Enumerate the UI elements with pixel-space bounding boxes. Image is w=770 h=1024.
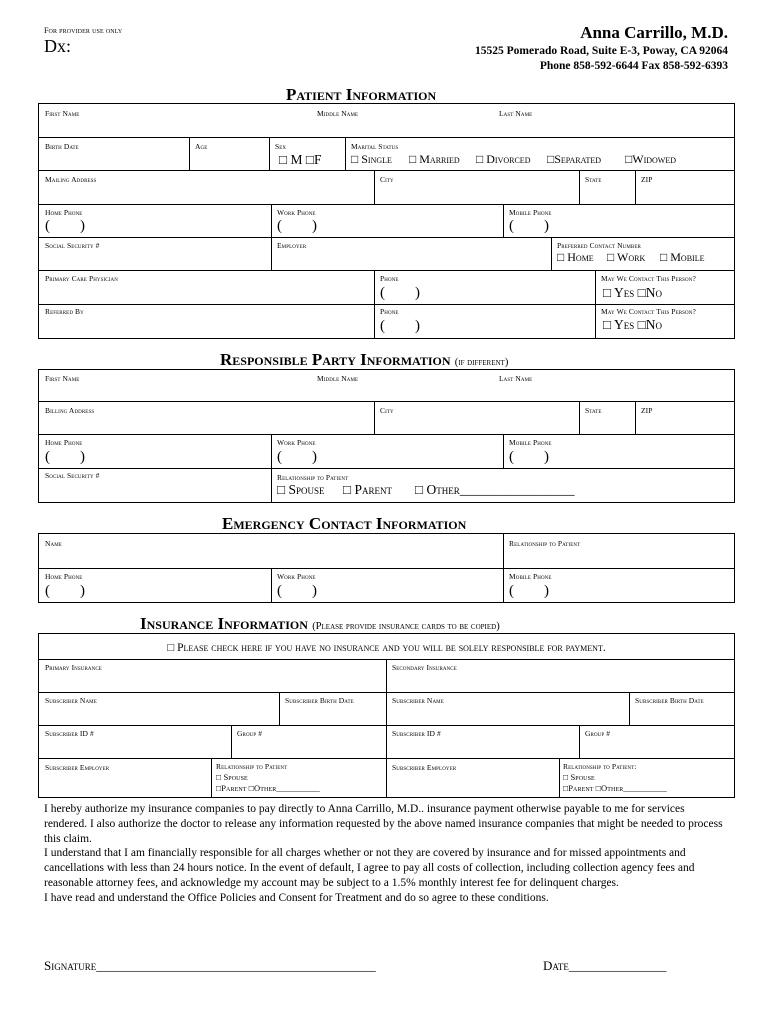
marital-separated-checkbox[interactable]: □Separated [547,152,602,166]
secondary-parent-other-checkbox[interactable]: □Parent □Other__________ [563,783,667,793]
patient-work-phone-field[interactable]: ( ) [277,218,317,234]
physician-yes-no-checkbox[interactable]: □ Yes □No [603,285,663,300]
patient-section-title: Patient Information [286,85,437,104]
patient-home-phone-label: Home Phone [45,208,83,217]
secondary-insurance-label: Secondary Insurance [392,663,457,672]
patient-mobile-phone-field[interactable]: ( ) [509,218,549,234]
authorization-paragraph-consent: I have read and understand the Office Policies and Consent for Treatment and do so agree to these conditions. [44,891,549,904]
marital-divorced-checkbox[interactable]: □ Divorced [476,152,531,166]
ec-mobile-phone-label: Mobile Phone [509,572,552,581]
patient-marital-status-label: Marital Status [351,142,399,151]
rp-first-name-label: First Name [45,374,80,383]
preferred-mobile-checkbox[interactable]: □ Mobile [660,250,705,264]
referred-by-label: Referred By [45,307,84,316]
rp-middle-name-label: Middle Name [317,374,359,383]
physician-phone-label: Phone [380,274,399,283]
rp-state-label: State [585,406,602,415]
patient-info-table [38,103,735,339]
primary-insurance-label: Primary Insurance [45,663,102,672]
insurance-section-title [140,614,500,634]
rp-parent-checkbox[interactable]: □ Parent [343,482,393,497]
secondary-relationship-label: Relationship to Patient: [563,762,637,771]
patient-zip-label: ZIP [641,175,653,184]
secondary-subscriber-birth-label: Subscriber Birth Date [635,696,704,705]
secondary-subscriber-employer-label: Subscriber Employer [392,763,457,772]
doctor-name: Anna Carrillo, M.D. [580,23,728,42]
patient-birth-date-label: Birth Date [45,142,79,151]
physician-phone-field[interactable]: ( ) [380,285,420,301]
insurance-title-note: (Please provide insurance cards to be copied) [312,621,500,632]
primary-subscriber-employer-label: Subscriber Employer [45,763,110,772]
primary-relationship-label: Relationship to Patient [216,762,288,771]
preferred-work-checkbox[interactable]: □ Work [607,250,646,264]
rp-work-phone-field[interactable]: ( ) [277,449,317,465]
rp-home-phone-field[interactable]: ( ) [45,449,85,465]
insurance-title-text: Insurance Information [140,614,308,633]
dx-label: Dx: [44,36,71,56]
ec-mobile-phone-field[interactable]: ( ) [509,583,549,599]
responsible-info-table [38,369,735,503]
signature-line[interactable]: Signature___________________________________________ [44,958,376,973]
doctor-phones: Phone 858-592-6644 Fax 858-592-6393 [539,60,728,72]
patient-home-phone-field[interactable]: ( ) [45,218,85,234]
primary-subscriber-birth-label: Subscriber Birth Date [285,696,354,705]
insurance-info-table [38,633,735,798]
rp-zip-label: ZIP [641,406,653,415]
responsible-title-text: Responsible Party Information [220,350,451,369]
primary-parent-other-checkbox[interactable]: □Parent □Other__________ [216,783,320,793]
rp-ssn-label: Social Security # [45,471,100,480]
rp-home-phone-label: Home Phone [45,438,83,447]
marital-widowed-checkbox[interactable]: □Widowed [625,152,677,166]
patient-employer-label: Employer [277,241,307,250]
ec-relationship-label: Relationship to Patient [509,539,581,548]
patient-mobile-phone-label: Mobile Phone [509,208,552,217]
physician-may-contact-label: May We Contact This Person? [601,274,696,283]
secondary-subscriber-name-label: Subscriber Name [392,696,444,705]
ec-home-phone-field[interactable]: ( ) [45,583,85,599]
primary-spouse-checkbox[interactable]: □ Spouse [216,772,248,782]
rp-relationship-label: Relationship to Patient [277,473,349,482]
rp-mobile-phone-label: Mobile Phone [509,438,552,447]
marital-married-checkbox[interactable]: □ Married [409,152,460,166]
preferred-home-checkbox[interactable]: □ Home [557,250,594,264]
no-insurance-checkbox[interactable]: □ Please check here if you have no insurance and you will be solely responsible for payment. [167,642,606,654]
rp-other-checkbox[interactable]: □ Other_________________ [415,482,575,497]
emergency-info-table [38,533,735,603]
ec-name-label: Name [45,539,62,548]
doctor-address: 15525 Pomerado Road, Suite E-3, Poway, CA 92064 [475,45,728,57]
patient-work-phone-label: Work Phone [277,208,316,217]
ec-home-phone-label: Home Phone [45,572,83,581]
ec-work-phone-field[interactable]: ( ) [277,583,317,599]
secondary-group-label: Group # [585,729,611,738]
patient-city-label: City [380,175,394,184]
patient-middle-name-label: Middle Name [317,109,359,118]
referrer-phone-field[interactable]: ( ) [380,318,420,334]
date-line[interactable]: Date_______________ [543,958,667,973]
primary-subscriber-id-label: Subscriber ID # [45,729,94,738]
rp-billing-address-label: Billing Address [45,406,95,415]
secondary-spouse-checkbox[interactable]: □ Spouse [563,772,595,782]
responsible-title-note: (if different) [454,357,509,368]
patient-mailing-address-label: Mailing Address [45,175,97,184]
patient-last-name-label: Last Name [499,109,533,118]
primary-group-label: Group # [237,729,263,738]
patient-sex-label: Sex [275,142,287,151]
patient-first-name-label: First Name [45,109,80,118]
rp-work-phone-label: Work Phone [277,438,316,447]
secondary-subscriber-id-label: Subscriber ID # [392,729,441,738]
primary-subscriber-name-label: Subscriber Name [45,696,97,705]
emergency-section-title: Emergency Contact Information [222,514,467,533]
patient-state-label: State [585,175,602,184]
ec-work-phone-label: Work Phone [277,572,316,581]
rp-spouse-checkbox[interactable]: □ Spouse [277,482,325,497]
rp-last-name-label: Last Name [499,374,533,383]
patient-age-label: Age [195,142,208,151]
patient-sex-options[interactable]: □ M □F [279,152,322,167]
authorization-text [44,802,730,906]
responsible-section-title [220,350,508,370]
referrer-phone-label: Phone [380,307,399,316]
authorization-paragraph-payment: I hereby authorize my insurance companies to pay directly to Anna Carrillo, M.D.. insurance payment otherwise payable to me for services rendered. I also authorize the doctor to release any information requested by the above named insurance companies that might be needed to process this claim. [44,803,723,845]
primary-physician-label: Primary Care Physician [45,274,118,283]
referrer-yes-no-checkbox[interactable]: □ Yes □No [603,317,663,332]
authorization-paragraph-financial: I understand that I am financially responsible for all charges whether or not they are covered by insurance and for missed appointments and cancellations with less than 24 hours notice. In the event of default, I agree to pay all costs of collection, including collection agency fees and reasonable attorney fees, and acknowledge my account may be subject to a 1.5% monthly interest fee for delinquent charges. [44,847,695,889]
patient-ssn-label: Social Security # [45,241,100,250]
rp-city-label: City [380,406,394,415]
referrer-may-contact-label: May We Contact This Person? [601,307,696,316]
provider-use-label: For provider use only [44,26,123,35]
preferred-contact-label: Preferred Contact Number [557,241,641,250]
marital-single-checkbox[interactable]: □ Single [351,152,392,166]
rp-mobile-phone-field[interactable]: ( ) [509,449,549,465]
